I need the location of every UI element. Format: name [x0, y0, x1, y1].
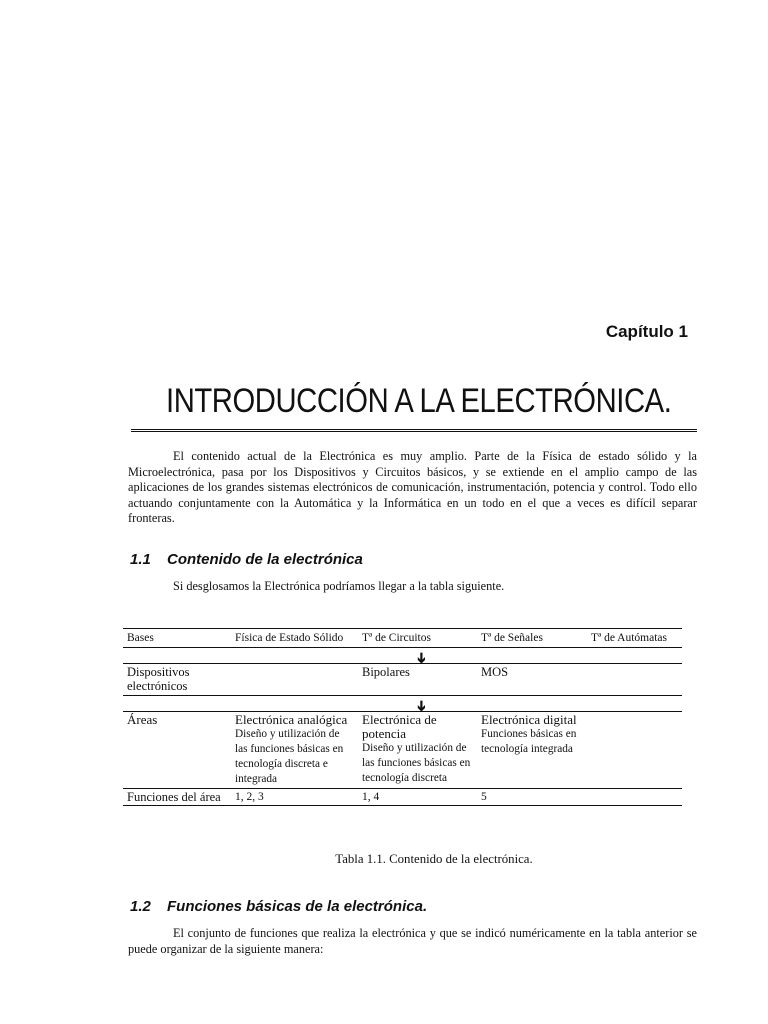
table-cell: Dispositivos electrónicos: [123, 663, 231, 695]
section-heading-1-1: [130, 551, 363, 568]
table-arrow-row: [123, 647, 682, 663]
table-cell: [477, 711, 587, 788]
table-cell: [358, 711, 477, 788]
area-description: Diseño y utilización de las funciones básicas en tecnología discreta: [362, 741, 471, 784]
table-cell: [123, 711, 231, 788]
area-title: Electrónica digital: [481, 711, 577, 727]
area-description: Diseño y utilización de las funciones básicas en tecnología discreta e integrada: [235, 727, 344, 785]
table-cell: 1, 2, 3: [231, 788, 358, 806]
table-cell: MOS: [477, 663, 587, 695]
header-cell: Tª de Circuitos: [358, 629, 477, 648]
table-arrow-row: [123, 695, 682, 711]
section-number: 1.2: [130, 898, 151, 915]
table-cell: 5: [477, 788, 587, 806]
section-title: Contenido de la electrónica: [167, 551, 363, 568]
table-cell: [587, 663, 682, 695]
table-row-functions: [123, 788, 682, 806]
section-heading-1-2: [130, 898, 427, 915]
table-row-areas: [123, 711, 682, 788]
arrow-down-icon: ➔: [412, 651, 428, 664]
table-lead-text: Si desglosamos la Electrónica podríamos llegar a la tabla siguiente.: [173, 579, 505, 593]
table-cell: Funciones del área: [123, 788, 231, 806]
header-cell: Bases: [123, 629, 231, 648]
table-row-devices: [123, 663, 682, 695]
arrow-down-icon: ➔: [412, 699, 428, 712]
table-cell: [587, 788, 682, 806]
intro-paragraph: El contenido actual de la Electrónica es muy amplio. Parte de la Física de estado sólido y la Microelectrónica, pasa por los Dispositivos y Circuitos básicos, y se extiende en el amplio campo de las aplicaciones de los grandes sistemas electrónicos de comunicación, instrumentación, potencia y control. Todo ello actuando conjuntamente con la Automática y la Informática en un todo en el que a veces es difícil separar fronteras.: [128, 449, 697, 526]
table-cell: [231, 663, 358, 695]
title-underline: [131, 429, 697, 432]
areas-label: Áreas: [127, 711, 158, 727]
section-title: Funciones básicas de la electrónica.: [167, 898, 428, 915]
area-description: Funciones básicas en tecnología integrada: [481, 727, 577, 755]
table-header-row: [123, 629, 682, 648]
table-caption: Tabla 1.1. Contenido de la electrónica.: [335, 852, 533, 866]
functions-paragraph: El conjunto de funciones que realiza la electrónica y que se indicó numéricamente en la tabla anterior se puede organizar de la siguiente manera:: [128, 926, 697, 956]
area-title: Electrónica analógica: [235, 711, 348, 727]
chapter-title: INTRODUCCIÓN A LA ELECTRÓNICA.: [166, 382, 672, 420]
area-title: Electrónica de potencia: [362, 711, 437, 741]
header-cell: Tª de Señales: [477, 629, 587, 648]
table-cell: 1, 4: [358, 788, 477, 806]
chapter-label: Capítulo 1: [605, 322, 688, 341]
header-cell: Tª de Autómatas: [587, 629, 682, 648]
table-cell: [231, 711, 358, 788]
table-cell: Bipolares: [358, 663, 477, 695]
header-cell: Física de Estado Sólido: [231, 629, 358, 648]
content-table: [123, 628, 682, 806]
section-number: 1.1: [130, 551, 151, 568]
